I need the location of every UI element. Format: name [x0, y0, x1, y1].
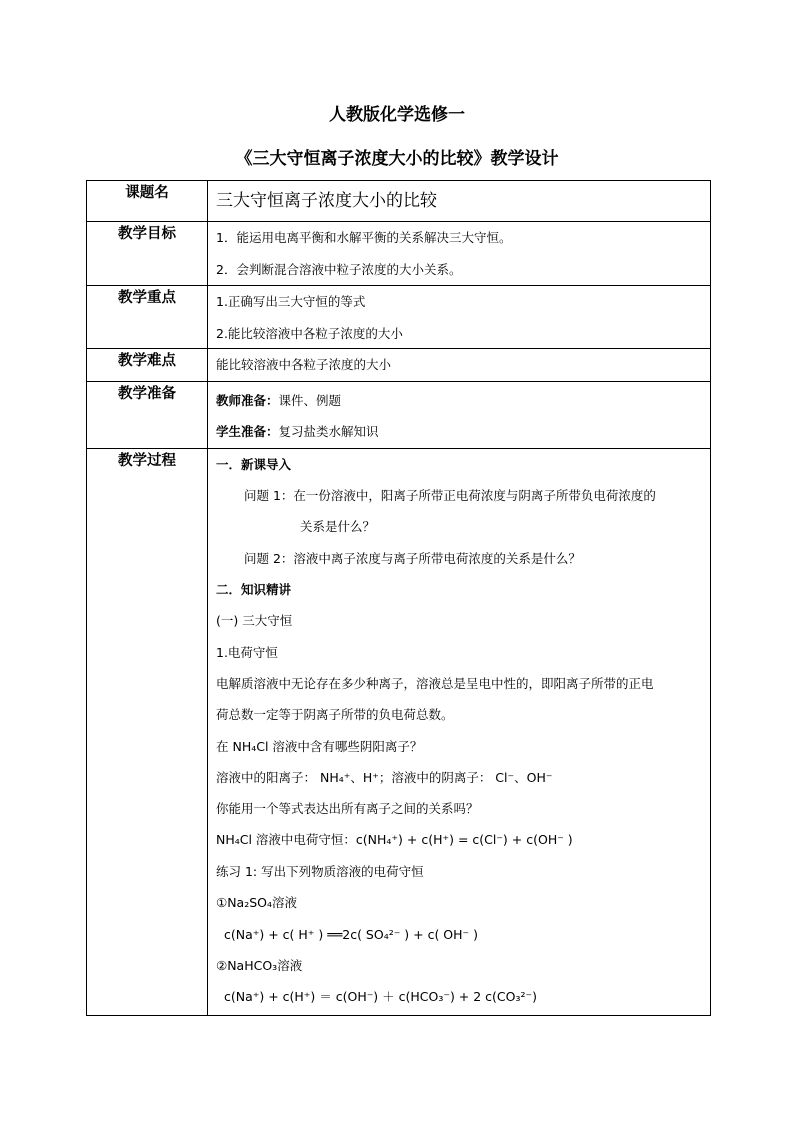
document-title-line2: 《三大守恒离子浓度大小的比较》教学设计	[235, 149, 559, 169]
row-process	[87, 449, 711, 1016]
question-relation: 你能用一个等式表达出所有离子之间的关系吗？	[216, 801, 479, 816]
row-preparation	[87, 382, 711, 449]
objective-item: 1．能运用电离平衡和水解平衡的关系解决三大守恒。	[216, 230, 512, 245]
row-objectives	[87, 222, 711, 286]
question-1-line2: 关系是什么？	[300, 519, 376, 534]
exercise-item: ①Na₂SO₄溶液	[216, 895, 298, 910]
value-objectives	[208, 222, 711, 286]
value-preparation	[208, 382, 711, 449]
key-point-item: 2.能比较溶液中各粒子浓度的大小	[216, 326, 403, 341]
subsection-item: 1.电荷守恒	[216, 645, 278, 660]
row-difficulties	[87, 349, 711, 382]
question-2: 问题 2：溶液中离子浓度与离子所带电荷浓度的关系是什么？	[244, 551, 581, 566]
exercise-heading: 练习 1: 写出下列物质溶液的电荷守恒	[216, 864, 424, 879]
difficulty-item: 能比较溶液中各粒子浓度的大小	[216, 357, 392, 372]
ions-line: 溶液中的阳离子： NH₄⁺、H⁺；溶液中的阴离子： Cl⁻、OH⁻	[216, 770, 553, 785]
row-key-points	[87, 286, 711, 349]
label-process: 教学过程	[87, 449, 208, 1016]
label-preparation: 教学准备	[87, 382, 208, 449]
lesson-plan-table	[86, 180, 711, 1016]
document-title-line1: 人教版化学选修一	[329, 105, 465, 125]
teacher-preparation-value: 课件、例题	[278, 393, 342, 408]
row-topic	[87, 181, 711, 222]
exercise-equation: c(Na⁺) + c( H⁺ ) ══2c( SO₄²⁻ ) + c( OH⁻ )	[224, 927, 478, 942]
student-preparation	[216, 424, 379, 440]
section-heading: 二．知识精讲	[216, 582, 292, 597]
value-difficulties	[208, 349, 711, 382]
description-line: 电解质溶液中无论存在多少种离子，溶液总是呈电中性的，即阳离子所带的正电	[216, 676, 654, 691]
student-preparation-value: 复习盐类水解知识	[278, 424, 379, 439]
teacher-preparation-label: 教师准备：	[216, 393, 279, 408]
value-topic	[208, 181, 711, 222]
subsection-heading: (一) 三大守恒	[216, 613, 293, 628]
label-key-points: 教学重点	[87, 286, 208, 349]
teacher-preparation	[216, 393, 341, 409]
value-key-points	[208, 286, 711, 349]
label-difficulties: 教学难点	[87, 349, 208, 382]
objective-item: 2．会判断混合溶液中粒子浓度的大小关系。	[216, 262, 462, 277]
exercise-equation: c(Na⁺) + c(H⁺) ＝ c(OH⁻) ＋ c(HCO₃⁻) + 2 c(CO₃²⁻)	[224, 989, 537, 1004]
label-objectives: 教学目标	[87, 222, 208, 286]
label-topic: 课题名	[87, 181, 208, 222]
question-1-line1: 问题 1：在一份溶液中，阳离子所带正电荷浓度与阴离子所带负电荷浓度的	[244, 488, 656, 503]
question-nh4cl: 在 NH₄Cl 溶液中含有哪些阴阳离子？	[216, 739, 423, 754]
student-preparation-label: 学生准备：	[216, 424, 279, 439]
description-line: 荷总数一定等于阴离子所带的负电荷总数。	[216, 707, 454, 722]
value-process	[208, 449, 711, 1016]
key-point-item: 1.正确写出三大守恒的等式	[216, 294, 366, 309]
charge-conservation-equation: NH₄Cl 溶液中电荷守恒：c(NH₄⁺) + c(H⁺) = c(Cl⁻) + c(OH⁻ )	[216, 832, 573, 847]
section-heading: 一．新课导入	[216, 457, 292, 472]
topic-text: 三大守恒离子浓度大小的比较	[216, 191, 437, 211]
exercise-item: ②NaHCO₃溶液	[216, 958, 303, 973]
